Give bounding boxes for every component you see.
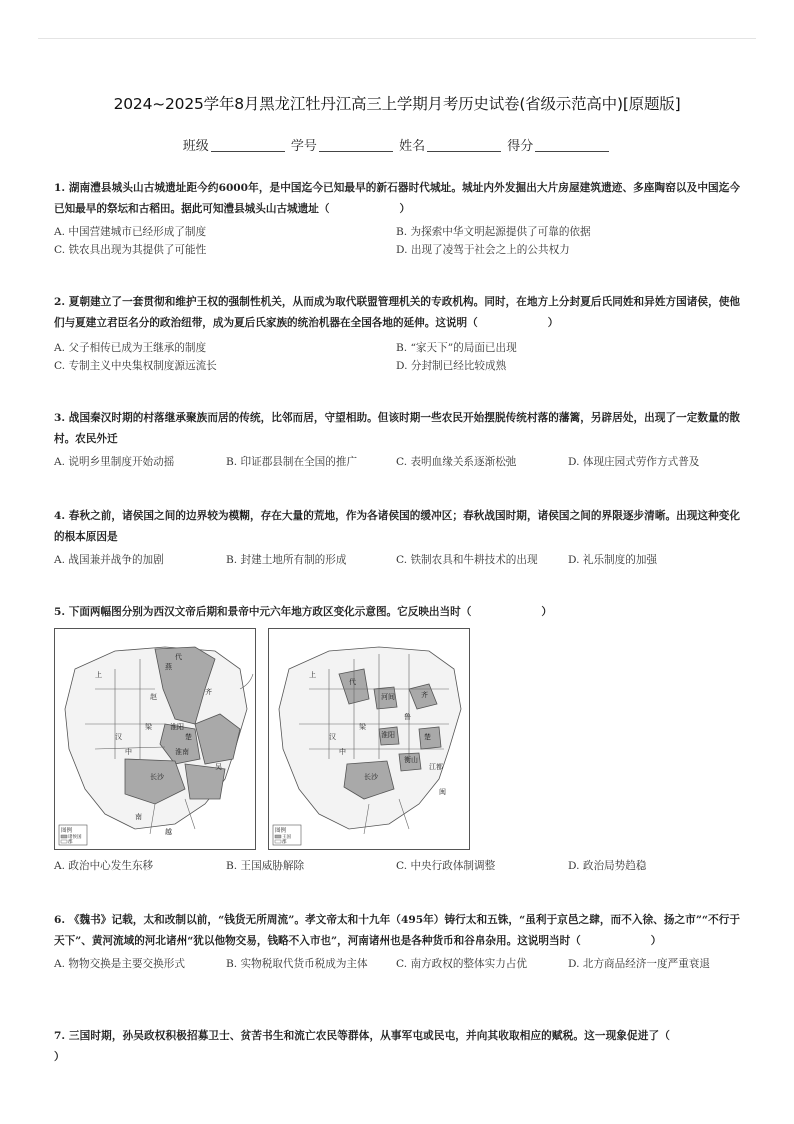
legend-title: 图例 [61,828,73,834]
map-place-label: 淮阳 [381,731,395,739]
name-field[interactable] [427,137,501,152]
svg-text:郡: 郡 [68,840,73,845]
question-stem: 7. 三国时期，孙吴政权积极招募卫士、贫苦书生和流亡农民等群体，从事军屯或民屯，并向其收取相应的赋税。这一现象促进了（） [54,1030,670,1063]
map-right-image [269,629,469,849]
option-c[interactable]: C. 铁农具出现为其提供了可能性 [54,244,207,256]
map-place-label: 南 [135,813,142,821]
map-place-label: 赵 [150,693,157,701]
options-row [54,956,740,974]
svg-text:郡: 郡 [282,840,287,845]
map-place-label: 燕 [165,663,172,671]
number-field[interactable] [319,137,393,152]
option-d[interactable]: D. 礼乐制度的加强 [568,554,658,566]
option-a[interactable]: A. 政治中心发生东移 [54,860,154,872]
map-place-label: 汉 [115,733,122,741]
options-row [54,552,740,570]
page-title: 2024~2025学年8月黑龙江牡丹江高三上学期月考历史试卷(省级示范高中)[原题版] [113,95,681,113]
map-place-label: 中 [339,748,346,756]
class-label: 班级 [182,139,209,154]
option-a[interactable]: A. 父子相传已成为王继承的制度 [54,342,207,354]
question-2 [54,292,740,376]
option-b[interactable]: B. 实物税取代货币税成为主体 [226,958,368,970]
question-stem: 2. 夏朝建立了一套贯彻和维护王权的强制性机关，从而成为取代联盟管理机关的专政机构。同时，在地方上分封夏后氏同姓和异姓方国诸侯，使他们与夏建立君臣名分的政治纽带，成为夏后氏家族的统治机器在全国各地的延伸。这说明（ ） [54,296,740,329]
option-c[interactable]: C. 表明血缘关系逐渐松弛 [396,456,517,468]
map-place-label: 江都 [429,763,443,771]
svg-text:王国: 王国 [282,835,291,840]
option-b[interactable]: B. 封建土地所有制的形成 [226,554,347,566]
question-5-options [54,858,740,876]
options-row [54,224,740,242]
map-place-label: 长沙 [364,773,378,781]
map-place-label: 河间 [381,693,395,701]
map-left-image [55,629,255,849]
map-place-label: 楚 [424,733,431,741]
map-place-label: 中 [125,748,132,756]
question-5 [54,602,740,623]
option-d[interactable]: D. 体现庄园式劳作方式普及 [568,456,700,468]
name-label: 姓名 [399,139,426,154]
map-place-label: 汉 [329,733,336,741]
map-place-label: 长沙 [150,773,164,781]
option-b[interactable]: B. 王国威胁解除 [226,860,305,872]
question-stem: 3. 战国秦汉时期的村落继承聚族而居的传统，比邻而居，守望相助。但该时期一些农民开始摆脱传统村落的藩篱，另辟居处，出现了一定数量的散村。农民外迁 [54,412,740,445]
option-c[interactable]: C. 中央行政体制调整 [396,860,496,872]
student-info-line [0,135,794,154]
option-c[interactable]: C. 南方政权的整体实力占优 [396,958,527,970]
map-place-label: 梁 [359,723,366,731]
option-d[interactable]: D. 北方商品经济一度严重衰退 [568,958,710,970]
options-row [54,358,740,376]
question-6 [54,910,740,974]
option-a[interactable]: A. 物物交换是主要交换形式 [54,958,185,970]
number-label: 学号 [290,139,317,154]
map-place-label: 楚 [185,733,192,741]
map-place-label: 齐 [421,691,428,699]
map-place-label: 吴 [215,763,222,771]
map-place-label: 代 [175,653,182,661]
question-stem: 6. 《魏书》记载，太和改制以前，“钱货无所周流”。孝文帝太和十九年（495年）铸行太和五铢，“虽利于京邑之肆，而不入徐、扬之市”“不行于天下”、黄河流域的河北诸州“犹以他物交易，钱略不入市也”，河南诸州也是各种货币和谷帛杂用。这说明当时（ ） [54,914,740,947]
option-b[interactable]: B. 印证郡县制在全国的推广 [226,456,358,468]
option-a[interactable]: A. 中国营建城市已经形成了制度 [54,226,207,238]
question-stem: 5. 下面两幅图分别为西汉文帝后期和景帝中元六年地方政区变化示意图。它反映出当时（ ） [54,606,552,618]
page-top-rule [38,38,756,39]
option-b[interactable]: B. 为探索中华文明起源提供了可靠的依据 [396,226,591,238]
map-place-label: 上 [95,671,102,679]
question-4 [54,506,740,570]
option-c[interactable]: C. 铁制农具和牛耕技术的出现 [396,554,538,566]
map-place-label: 代 [349,678,356,686]
map-place-label: 淮阳 [170,723,184,731]
class-field[interactable] [211,137,285,152]
map-place-label: 上 [309,671,316,679]
map-place-label: 闽 [439,788,446,796]
map-left [54,628,256,850]
map-place-label: 淮南 [175,748,189,756]
option-d[interactable]: D. 出现了凌驾于社会之上的公共权力 [396,244,570,256]
options-row [54,340,740,358]
option-d[interactable]: D. 政治局势趋稳 [568,860,647,872]
legend-title: 图例 [275,828,287,834]
option-a[interactable]: A. 战国兼并战争的加剧 [54,554,164,566]
map-place-label: 越 [165,828,172,836]
option-c[interactable]: C. 专制主义中央集权制度源远流长 [54,360,217,372]
map-place-label: 鲁 [404,713,411,721]
options-row [54,242,740,260]
map-place-label: 梁 [145,723,152,731]
svg-text:诸侯国: 诸侯国 [68,835,82,840]
question-stem: 4. 春秋之前，诸侯国之间的边界较为模糊，存在大量的荒地，作为各诸侯国的缓冲区；春秋战国时期，诸侯国之间的界限逐步清晰。出现这种变化的根本原因是 [54,510,740,543]
options-row [54,858,740,876]
score-label: 得分 [507,139,534,154]
map-place-label: 齐 [205,688,212,696]
question-7 [54,1026,740,1068]
question-1 [54,178,740,260]
option-d[interactable]: D. 分封制已经比较成熟 [396,360,507,372]
score-field[interactable] [535,137,609,152]
question-stem: 1. 湖南澧县城头山古城遗址距今约6000年，是中国迄今已知最早的新石器时代城址。城址内外发掘出大片房屋建筑遗迹、多座陶窑以及中国迄今已知最早的祭坛和古稻田。据此可知澧县城头山古城遗址（ ） [54,182,740,215]
option-a[interactable]: A. 说明乡里制度开始动摇 [54,456,175,468]
option-b[interactable]: B. “家天下”的局面已出现 [396,342,517,354]
map-right [268,628,470,850]
options-row [54,454,740,472]
question-3 [54,408,740,472]
map-place-label: 衡山 [404,756,418,764]
